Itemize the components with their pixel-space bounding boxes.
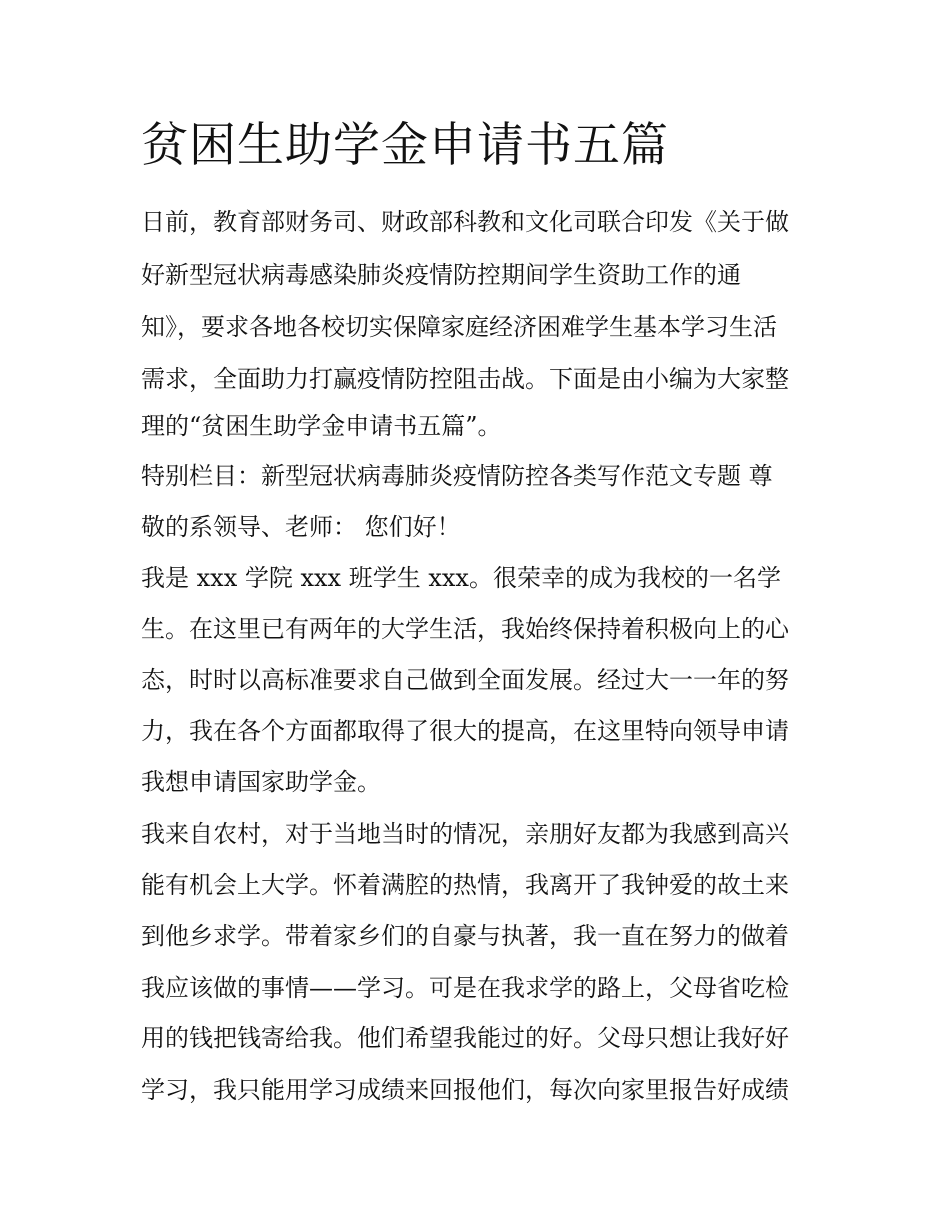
body-line: 态，时时以高标准要求自己做到全面发展。经过大一一年的努 [141,666,789,694]
body-line: 需求，全面助力打赢疫情防控阻击战。下面是由小编为大家整 [141,365,789,393]
body-line: 我是 xxx 学院 xxx 班学生 xxx。很荣幸的成为我校的一名学 [141,564,781,592]
body-line: 学习，我只能用学习成绩来回报他们，每次向家里报告好成绩 [141,1076,789,1104]
body-line: 我应该做的事情——学习。可是在我求学的路上，父母省吃检 [141,974,789,1002]
body-line: 到他乡求学。带着家乡们的自豪与执著，我一直在努力的做着 [141,922,789,950]
body-line: 力，我在各个方面都取得了很大的提高，在这里特向领导申请 [141,717,789,745]
body-line: 用的钱把钱寄给我。他们希望我能过的好。父母只想让我好好 [141,1024,789,1052]
body-line: 敬的系领导、老师： 您们好！ [141,513,461,541]
body-line: 理的“贫困生助学金申请书五篇”。 [141,412,502,440]
document-title: 贫困生助学金申请书五篇 [141,118,669,173]
body-line: 日前，教育部财务司、财政部科教和文化司联合印发《关于做 [141,208,789,236]
body-line: 我想申请国家助学金。 [141,768,381,796]
body-line: 知》，要求各地各校切实保障家庭经济困难学生基本学习生活 [141,313,777,341]
body-line: 我来自农村，对于当地当时的情况，亲朋好友都为我感到高兴 [141,820,789,848]
body-line: 生。在这里已有两年的大学生活，我始终保持着积极向上的心 [141,615,789,643]
body-line: 能有机会上大学。怀着满腔的热情，我离开了我钟爱的故土来 [141,871,789,899]
body-line: 好新型冠状病毒感染肺炎疫情防控期间学生资助工作的通 [141,261,741,289]
body-line: 特别栏目：新型冠状病毒肺炎疫情防控各类写作范文专题 尊 [141,462,773,490]
